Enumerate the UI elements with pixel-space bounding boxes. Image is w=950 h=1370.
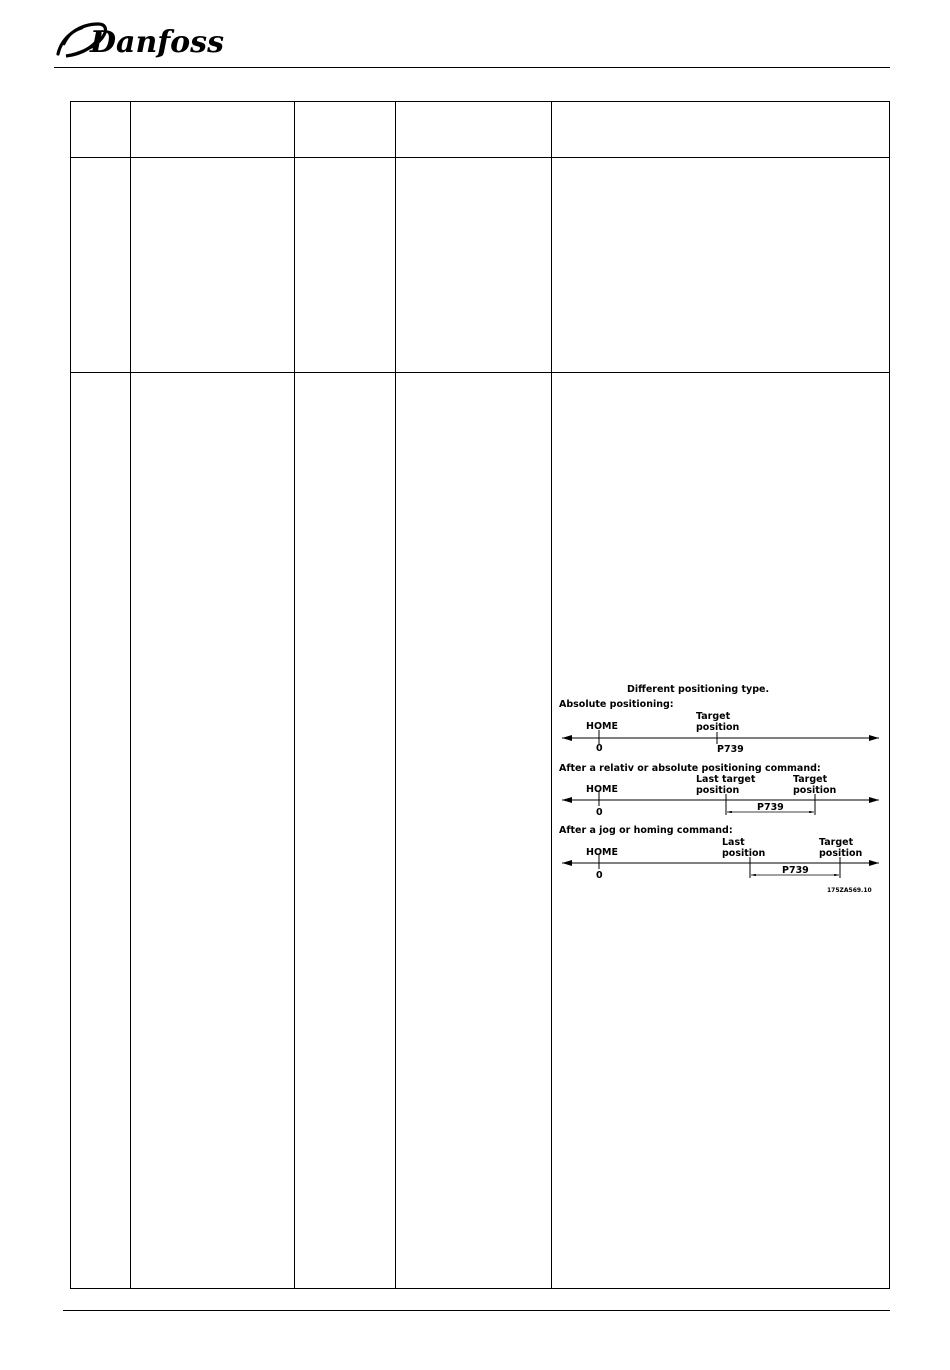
target-label: position <box>793 785 837 796</box>
p739-label: P739 <box>717 744 744 755</box>
p739-label: P739 <box>782 865 809 876</box>
home-label: HOME <box>586 784 618 795</box>
figure-code: 175ZA569.10 <box>827 887 872 894</box>
target-label: Target <box>793 774 828 785</box>
column-divider <box>551 101 552 1289</box>
target-label: Target <box>696 711 731 722</box>
footer-rule <box>63 1310 890 1311</box>
zero-label: 0 <box>596 870 603 881</box>
home-label: HOME <box>586 847 618 858</box>
absolute-positioning-heading: Absolute positioning: <box>559 699 674 710</box>
p739-label: P739 <box>757 802 784 813</box>
table-header-cell <box>72 103 128 155</box>
column-divider <box>395 101 396 1289</box>
target-label: Target <box>819 837 854 848</box>
table-header-cell <box>296 103 393 155</box>
zero-label: 0 <box>596 807 603 818</box>
last-target-label: position <box>696 785 740 796</box>
header-row-divider <box>70 157 890 158</box>
home-label: HOME <box>586 721 618 732</box>
table-header-cell <box>132 103 292 155</box>
jog-homing-heading: After a jog or homing command: <box>559 825 733 836</box>
positioning-diagram <box>557 680 883 900</box>
zero-label: 0 <box>596 743 603 754</box>
column-divider <box>130 101 131 1289</box>
logo-text: Danfoss <box>90 25 224 60</box>
diagram-title: Different positioning type. <box>627 684 770 695</box>
danfoss-logo <box>54 14 224 66</box>
relative-positioning-heading: After a relativ or absolute positioning command: <box>559 763 821 774</box>
table-header-cell <box>397 103 549 155</box>
row-divider <box>70 372 890 373</box>
header-rule <box>54 67 890 68</box>
last-target-label: Last target <box>696 774 756 785</box>
table-header-cell <box>553 103 888 155</box>
target-label: position <box>696 722 740 733</box>
last-position-label: Last <box>722 837 745 848</box>
column-divider <box>294 101 295 1289</box>
last-position-label: position <box>722 848 766 859</box>
target-label: position <box>819 848 863 859</box>
